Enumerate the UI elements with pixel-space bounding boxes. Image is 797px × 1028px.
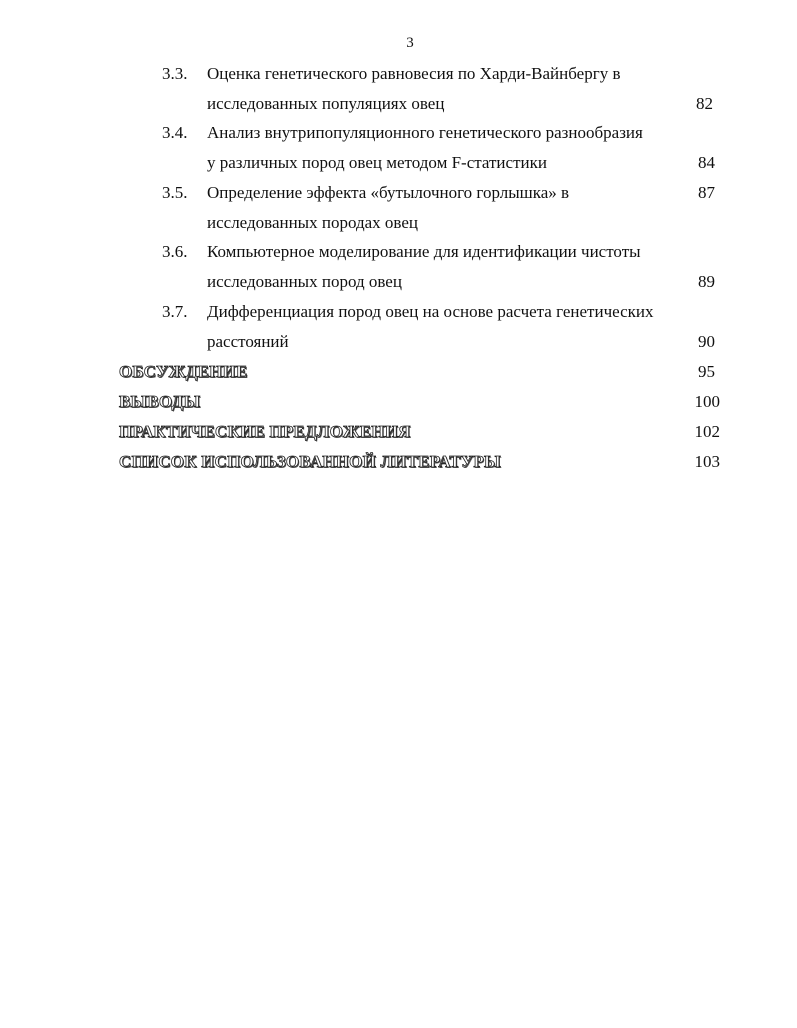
toc-entry-title-line: исследованных популяциях овец: [207, 94, 445, 113]
toc-section-title: ОБСУЖДЕНИЕ: [119, 362, 248, 381]
toc-entry-title-line: Компьютерное моделирование для идентификации чистоты: [207, 242, 641, 261]
toc-section-title: СПИСОК ИСПОЛЬЗОВАННОЙ ЛИТЕРАТУРЫ: [119, 452, 501, 471]
toc-entry-title-line: расстояний: [207, 332, 289, 351]
toc-entry-number: 3.5.: [162, 183, 188, 202]
toc-section-title: ВЫВОДЫ: [119, 392, 201, 411]
toc-entry-title-line: Анализ внутрипопуляционного генетического разнообразия: [207, 123, 643, 142]
toc-entry-title-line: исследованных породах овец: [207, 213, 418, 232]
toc-section-title: ПРАКТИЧЕСКИЕ ПРЕДЛОЖЕНИЯ: [119, 422, 411, 441]
toc-entry-title-line: Определение эффекта «бутылочного горлышка» в: [207, 183, 570, 202]
toc-entry-page: 90: [698, 332, 715, 351]
toc-entry-title-line: у различных пород овец методом F-статистики: [207, 153, 547, 172]
toc-section-page: 95: [698, 362, 715, 381]
page-number: 3: [406, 35, 414, 51]
toc-section-page: 102: [694, 422, 720, 441]
toc-entry-title-line: Оценка генетического равновесия по Харди-Вайнбергу в: [207, 64, 621, 83]
toc-entry-number: 3.7.: [162, 302, 188, 321]
toc-entry-number: 3.4.: [162, 123, 188, 142]
toc-entry-number: 3.3.: [162, 64, 188, 83]
toc-entry-number: 3.6.: [162, 242, 188, 261]
toc-section-page: 103: [694, 452, 720, 471]
toc-entry-title-line: Дифференциация пород овец на основе расчета генетических: [207, 302, 654, 321]
toc-section-page: 100: [694, 392, 720, 411]
toc-entry-page: 84: [698, 153, 715, 172]
toc-entry-page: 82: [696, 94, 713, 113]
toc-entry-title-line: исследованных пород овец: [207, 272, 402, 291]
toc-entry-page: 89: [698, 272, 715, 291]
toc-entry-page: 87: [698, 183, 715, 202]
